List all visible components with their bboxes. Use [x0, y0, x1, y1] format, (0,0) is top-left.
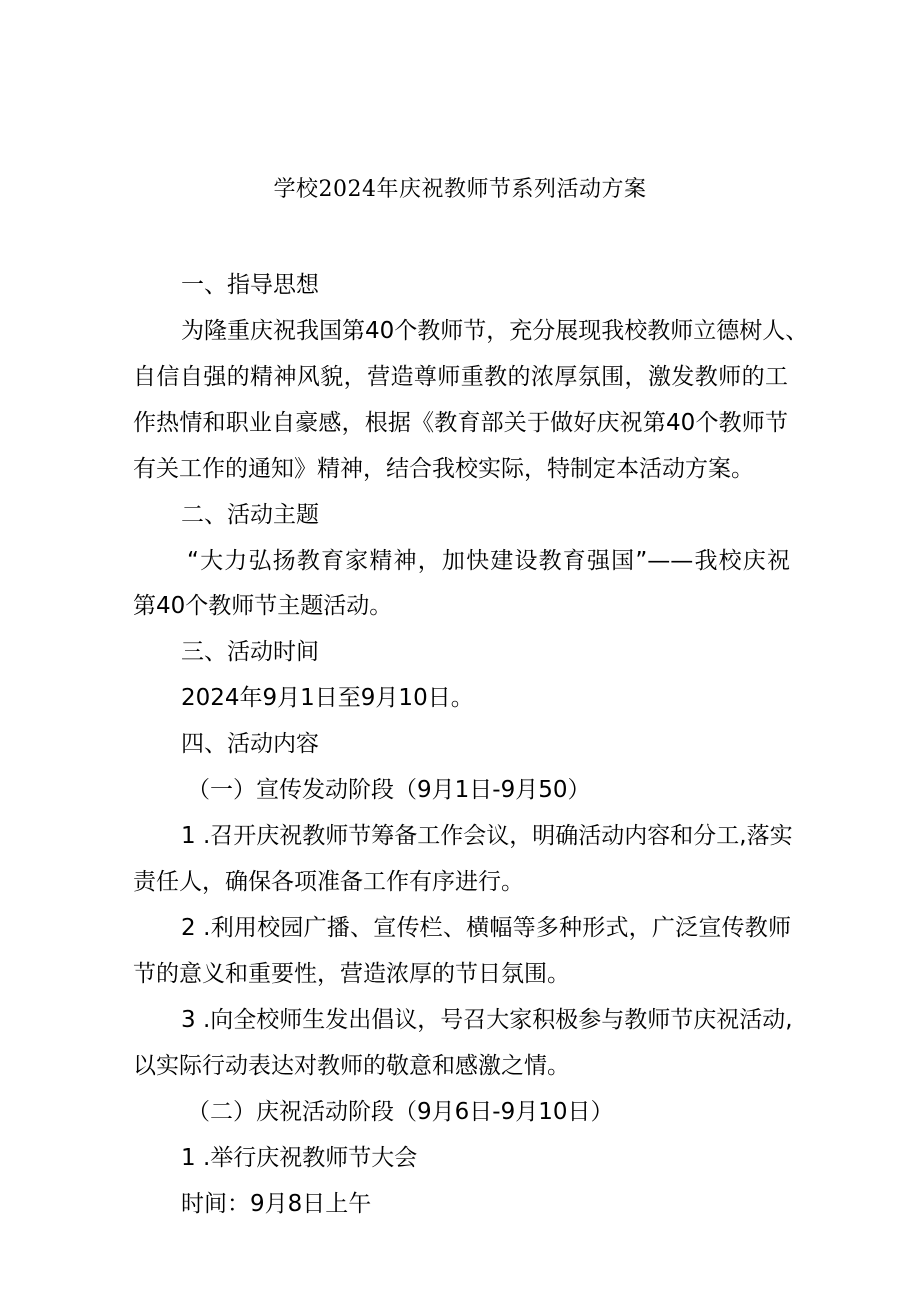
list-item-line: 节的意义和重要性，营造浓厚的节日氛围。	[133, 961, 570, 987]
paragraph-line: 有关工作的通知》精神，结合我校实际，特制定本活动方案。	[133, 456, 754, 482]
paragraph-line: 时间：9月8日上午	[181, 1191, 372, 1217]
list-item-line: 责任人，确保各项准备工作有序进行。	[133, 869, 524, 895]
list-item-line: 1 .举行庆祝教师节大会	[181, 1145, 418, 1171]
paragraph-line: 2024年9月1日至9月10日。	[181, 685, 474, 711]
section-heading-guiding-idea: 一、指导思想	[181, 272, 319, 298]
list-item-line: 以实际行动表达对教师的敬意和感激之情。	[133, 1053, 570, 1079]
section-heading-time: 三、活动时间	[181, 639, 319, 665]
list-item-line: 3 .向全校师生发出倡议，号召大家积极参与教师节庆祝活动,	[181, 1007, 793, 1033]
subsection-heading-phase-2: （二）庆祝活动阶段（9月6日-9月10日）	[187, 1099, 614, 1125]
paragraph-line: 自信自强的精神风貌，营造尊师重教的浓厚氛围，激发教师的工	[133, 364, 788, 390]
document-title: 学校2024年庆祝教师节系列活动方案	[273, 177, 647, 202]
paragraph-line: “大力弘扬教育家精神，加快建设教育强国”——我校庆祝	[187, 548, 790, 574]
section-heading-theme: 二、活动主题	[181, 502, 319, 528]
section-heading-content: 四、活动内容	[181, 731, 319, 757]
paragraph-line: 为隆重庆祝我国第40个教师节，充分展现我校教师立德树人、	[181, 318, 809, 344]
list-item-line: 2 .利用校园广播、宣传栏、横幅等多种形式，广泛宣传教师	[181, 915, 791, 941]
paragraph-line: 作热情和职业自豪感，根据《教育部关于做好庆祝第40个教师节	[133, 410, 788, 436]
paragraph-line: 第40个教师节主题活动。	[133, 593, 393, 619]
subsection-heading-phase-1: （一）宣传发动阶段（9月1日-9月50）	[187, 777, 591, 803]
list-item-line: 1 .召开庆祝教师节筹备工作会议，明确活动内容和分工,落实	[181, 823, 793, 849]
